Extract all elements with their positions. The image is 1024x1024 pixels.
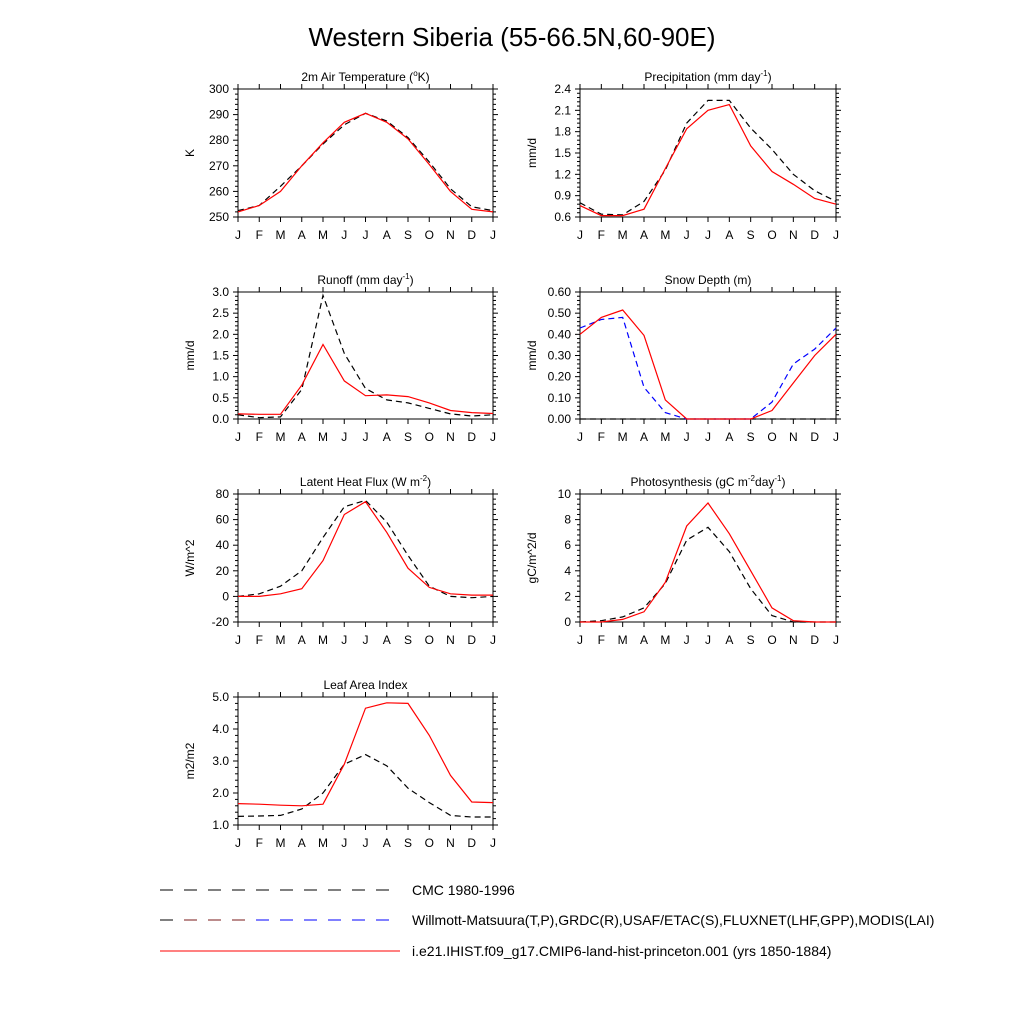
series-line-obs: [238, 755, 493, 817]
panel-title-part: ): [767, 70, 772, 84]
panel-title: [644, 69, 771, 84]
series-line-obs: [580, 100, 836, 214]
legend-label: Willmott-Matsuura(T,P),GRDC(R),USAF/ETAC(S),FLUXNET(LHF,GPP),MODIS(LAI): [412, 912, 935, 928]
y-tick-label: 6: [564, 538, 571, 553]
y-tick-label: 2.0: [212, 327, 229, 342]
panel-title-part: Latent Heat Flux (W m: [299, 475, 420, 489]
y-tick-label: 8: [564, 512, 571, 527]
x-tick-label: O: [424, 836, 434, 850]
y-tick-label: 300: [208, 82, 229, 96]
x-tick-label: D: [810, 633, 820, 647]
x-tick-label: J: [833, 430, 839, 444]
x-tick-label: D: [467, 836, 477, 850]
y-tick-label: 5.0: [212, 690, 229, 704]
x-tick-label: S: [403, 633, 413, 647]
x-tick-label: J: [362, 430, 369, 444]
x-tick-label: J: [341, 836, 348, 850]
x-tick-label: M: [660, 633, 671, 647]
x-tick-label: M: [617, 228, 628, 242]
x-tick-label: J: [705, 228, 711, 242]
series-line-model: [580, 503, 836, 622]
y-tick-label: 80: [215, 487, 229, 501]
legend-entry-3: [160, 943, 831, 959]
x-tick-label: F: [255, 836, 263, 850]
x-tick-label: S: [403, 228, 413, 242]
plot-frame: [580, 494, 836, 622]
panel-title-superscript: -2: [747, 474, 756, 483]
x-tick-label: D: [467, 430, 477, 444]
y-tick-label: 2.4: [554, 82, 571, 96]
legend-label: CMC 1980-1996: [412, 882, 515, 898]
y-tick-label: 0.30: [547, 348, 571, 363]
panel-title: [665, 273, 752, 287]
x-tick-label: J: [577, 633, 583, 647]
panel-title-superscript: -1: [402, 272, 410, 281]
y-tick-label: 40: [215, 538, 229, 553]
x-tick-label: F: [255, 633, 263, 647]
legend-entry-2: [160, 912, 934, 928]
x-tick-label: J: [362, 633, 369, 647]
x-tick-label: J: [490, 228, 496, 242]
x-tick-label: N: [446, 633, 455, 647]
x-tick-label: J: [362, 228, 369, 242]
x-tick-label: J: [683, 633, 690, 647]
x-tick-label: A: [297, 430, 306, 444]
x-tick-label: J: [490, 836, 496, 850]
x-tick-label: J: [833, 228, 839, 242]
x-tick-label: A: [725, 430, 734, 444]
x-tick-label: F: [597, 633, 606, 647]
x-tick-label: J: [235, 430, 241, 444]
panel-3: [183, 272, 498, 444]
series-line-model: [580, 310, 836, 419]
y-tick-label: 1.5: [212, 348, 229, 363]
y-axis-label: m2/m2: [183, 742, 197, 780]
x-tick-label: A: [639, 430, 649, 444]
panel-5: [183, 474, 498, 647]
x-tick-label: O: [424, 633, 434, 647]
panel-6: [525, 474, 841, 647]
y-tick-label: 1.8: [554, 124, 571, 139]
x-tick-label: S: [746, 228, 755, 242]
x-tick-label: J: [577, 228, 583, 242]
panel-2: [525, 69, 841, 242]
panel-7: [183, 678, 498, 850]
panel-1: [183, 69, 498, 242]
panel-title-superscript: o: [413, 69, 418, 78]
panel-title-part: Precipitation (mm day: [644, 70, 761, 84]
x-tick-label: F: [597, 228, 606, 242]
y-tick-label: 0.10: [547, 390, 571, 405]
y-tick-label: 260: [208, 184, 229, 199]
x-tick-label: N: [446, 836, 455, 850]
y-tick-label: 60: [215, 512, 229, 527]
x-tick-label: S: [403, 430, 413, 444]
y-tick-label: 280: [208, 133, 229, 148]
series-line-model: [238, 113, 493, 212]
x-tick-label: O: [767, 228, 777, 242]
y-tick-label: 2.5: [212, 306, 229, 321]
x-tick-label: D: [810, 228, 820, 242]
panel-title-part: 2m Air Temperature (: [301, 70, 414, 84]
x-tick-label: J: [577, 430, 583, 444]
series-line-model: [580, 105, 836, 216]
x-tick-label: N: [788, 430, 798, 444]
x-tick-label: M: [617, 430, 628, 444]
y-tick-label: 0.20: [547, 369, 571, 384]
x-tick-label: J: [683, 430, 690, 444]
y-tick-label: 0: [222, 589, 229, 604]
plot-frame: [580, 89, 836, 217]
y-tick-label: 0.5: [212, 390, 229, 405]
panel-title-part: Snow Depth (m): [664, 273, 752, 287]
y-tick-label: 1.0: [212, 369, 229, 384]
y-tick-label: 0.60: [547, 285, 571, 299]
x-tick-label: O: [767, 633, 777, 647]
series-line-obs: [238, 295, 493, 417]
series-line-obs: [238, 113, 493, 210]
x-tick-label: J: [490, 430, 496, 444]
panel-title-part: K): [417, 70, 430, 84]
x-tick-label: J: [362, 836, 369, 850]
x-tick-label: O: [424, 228, 434, 242]
y-tick-label: 4: [564, 563, 571, 578]
x-tick-label: J: [490, 633, 496, 647]
y-axis-label: K: [183, 148, 197, 158]
plot-frame: [238, 292, 493, 419]
x-tick-label: S: [403, 836, 413, 850]
x-tick-label: J: [341, 228, 348, 242]
x-tick-label: O: [424, 430, 434, 444]
y-tick-label: 4.0: [212, 722, 229, 736]
x-tick-label: M: [275, 430, 286, 444]
x-tick-label: O: [767, 430, 777, 444]
y-tick-label: 290: [208, 107, 229, 122]
x-tick-label: A: [639, 228, 649, 242]
x-tick-label: S: [746, 633, 755, 647]
y-tick-label: 10: [557, 487, 571, 501]
y-tick-label: -20: [211, 615, 229, 629]
series-line-model: [238, 345, 493, 415]
y-tick-label: 250: [208, 210, 229, 224]
series-line-obs: [580, 527, 836, 622]
y-axis-label: gC/m^2/d: [525, 532, 539, 584]
x-tick-label: A: [382, 836, 391, 850]
x-tick-label: M: [275, 633, 286, 647]
legend: [160, 882, 934, 959]
x-tick-label: D: [467, 633, 477, 647]
panel-title-part: Leaf Area Index: [323, 678, 408, 692]
x-tick-label: A: [382, 430, 391, 444]
series-line-obs2: [580, 317, 836, 419]
y-tick-label: 3.0: [212, 285, 229, 299]
x-tick-label: N: [788, 633, 798, 647]
x-tick-label: F: [255, 430, 263, 444]
x-tick-label: A: [725, 633, 734, 647]
x-tick-label: J: [705, 430, 711, 444]
y-tick-label: 1.5: [554, 146, 571, 160]
x-tick-label: A: [297, 836, 306, 850]
panel-title-part: Runoff (mm day: [317, 273, 403, 287]
x-tick-label: J: [341, 633, 348, 647]
series-line-model: [238, 502, 493, 597]
y-tick-label: 2.1: [554, 103, 571, 118]
x-tick-label: M: [318, 228, 328, 242]
panel-title-part: ): [409, 273, 414, 287]
x-tick-label: D: [467, 228, 477, 242]
x-tick-label: A: [382, 228, 391, 242]
x-tick-label: J: [705, 633, 711, 647]
plot-frame: [238, 697, 493, 825]
x-tick-label: F: [597, 430, 606, 444]
panel-title: [323, 678, 407, 692]
panel-4: [525, 273, 841, 444]
legend-label: i.e21.IHIST.f09_g17.CMIP6-land-hist-princeton.001 (yrs 1850-1884): [412, 943, 832, 959]
panel-title: [301, 69, 429, 84]
x-tick-label: F: [255, 228, 263, 242]
x-tick-label: M: [318, 430, 328, 444]
panel-title-superscript: -1: [760, 69, 768, 78]
x-tick-label: J: [235, 633, 241, 647]
panel-title-part: ): [427, 475, 432, 489]
y-tick-label: 20: [215, 563, 229, 578]
x-tick-label: D: [810, 430, 820, 444]
x-tick-label: A: [639, 633, 649, 647]
x-tick-label: A: [725, 228, 734, 242]
panel-title-part: day: [755, 475, 775, 489]
plot-frame: [238, 494, 493, 622]
y-axis-label: mm/d: [525, 138, 539, 168]
y-tick-label: 1.2: [554, 167, 571, 182]
series-line-obs: [238, 500, 493, 597]
panel-title-part: Photosynthesis (gC m: [630, 475, 748, 489]
x-tick-label: M: [318, 633, 328, 647]
y-tick-label: 2.0: [212, 786, 229, 800]
plot-frame: [238, 89, 493, 217]
y-tick-label: 0.6: [554, 210, 571, 224]
x-tick-label: N: [446, 430, 455, 444]
x-tick-label: J: [833, 633, 839, 647]
panel-title-part: ): [781, 475, 786, 489]
panel-title-superscript: -1: [774, 474, 782, 483]
y-axis-label: W/m^2: [183, 539, 197, 577]
figure-title: Western Siberia (55-66.5N,60-90E): [308, 22, 716, 52]
panel-title: [631, 474, 786, 489]
y-tick-label: 1.0: [212, 818, 229, 832]
x-tick-label: M: [660, 430, 671, 444]
y-tick-label: 2: [564, 589, 571, 604]
x-tick-label: A: [382, 633, 391, 647]
panels-group: [183, 69, 841, 850]
y-tick-label: 0: [564, 615, 571, 629]
y-axis-label: mm/d: [183, 340, 197, 371]
y-tick-label: 0.40: [547, 327, 571, 342]
y-tick-label: 270: [208, 158, 229, 173]
x-tick-label: M: [275, 228, 286, 242]
x-tick-label: J: [235, 228, 241, 242]
x-tick-label: A: [297, 633, 306, 647]
x-tick-label: S: [746, 430, 755, 444]
x-tick-label: M: [318, 836, 328, 850]
x-tick-label: J: [235, 836, 241, 850]
y-tick-label: 0.9: [554, 188, 571, 203]
panel-title: [317, 272, 413, 287]
y-tick-label: 0.50: [547, 306, 571, 321]
legend-entry-1: [160, 882, 515, 898]
x-tick-label: A: [297, 228, 306, 242]
y-axis-label: mm/d: [525, 340, 539, 371]
x-tick-label: M: [275, 836, 286, 850]
panel-title-superscript: -2: [419, 474, 428, 483]
x-tick-label: J: [341, 430, 348, 444]
panel-title: [300, 474, 431, 489]
x-tick-label: M: [617, 633, 628, 647]
x-tick-label: N: [788, 228, 798, 242]
x-tick-label: N: [446, 228, 455, 242]
x-tick-label: J: [683, 228, 690, 242]
y-tick-label: 0.00: [547, 412, 571, 426]
y-tick-label: 3.0: [212, 754, 229, 768]
x-tick-label: M: [660, 228, 671, 242]
y-tick-label: 0.0: [212, 412, 229, 426]
